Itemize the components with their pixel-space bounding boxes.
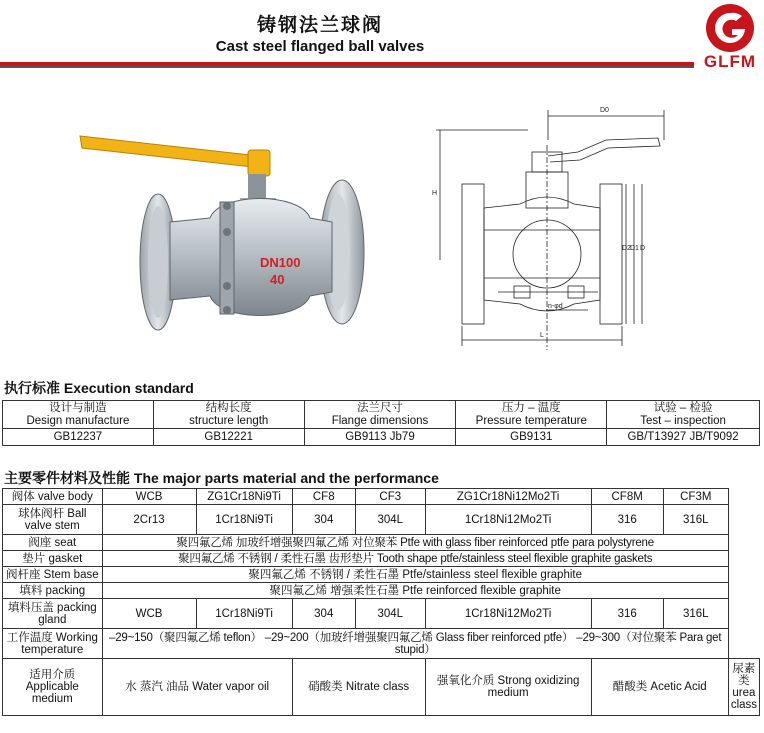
exec-header-en: Design manufacture bbox=[26, 414, 130, 427]
exec-header-cn: 设计与制造 bbox=[49, 401, 107, 414]
row-label: 工作温度 Working temperature bbox=[3, 629, 103, 659]
cell: 2Cr13 bbox=[102, 505, 196, 535]
execution-standard-table bbox=[2, 400, 760, 446]
exec-header-pressure bbox=[456, 401, 607, 429]
exec-header-cn: 结构长度 bbox=[205, 401, 252, 414]
exec-value: GB12237 bbox=[3, 429, 154, 446]
row-label: 阀座 seat bbox=[3, 535, 103, 551]
table-row bbox=[3, 505, 760, 535]
cell: CF3 bbox=[355, 489, 425, 505]
cell: 聚四氟乙烯 不锈钢 / 柔性石墨 齿形垫片 Tooth shape ptfe/stainless steel flexible graphite gaskets bbox=[102, 551, 728, 567]
exec-value: GB9131 bbox=[456, 429, 607, 446]
exec-header-flange bbox=[304, 401, 456, 429]
cell: 1Cr18Ni12Mo2Ti bbox=[425, 505, 591, 535]
cell: 醋酸类 Acetic Acid bbox=[591, 659, 728, 716]
table-row bbox=[3, 599, 760, 629]
table-row bbox=[3, 629, 760, 659]
page-title-cn: 铸钢法兰球阀 bbox=[256, 14, 383, 36]
cell: 聚四氟乙烯 不锈钢 / 柔性石墨 Ptfe/stainless steel flexible graphite bbox=[102, 567, 728, 583]
photo-marking-pressure: 40 bbox=[270, 272, 285, 287]
cell: 1Cr18Ni9Ti bbox=[196, 599, 292, 629]
valve-dimension-drawing bbox=[428, 100, 668, 355]
cell: ZG1Cr18Ni12Mo2Ti bbox=[425, 489, 591, 505]
cell: 304L bbox=[355, 599, 425, 629]
dim-label-d2: D2 bbox=[622, 245, 631, 252]
exec-value: GB12221 bbox=[153, 429, 304, 446]
cell: 304 bbox=[292, 505, 355, 535]
cell: 316 bbox=[591, 505, 663, 535]
table-row bbox=[3, 567, 760, 583]
row-label: 适用介质 Applicable medium bbox=[3, 659, 103, 716]
cell: 尿素类 urea class bbox=[728, 659, 759, 716]
table-row bbox=[3, 535, 760, 551]
row-label: 球体阀杆 Ball valve stem bbox=[3, 505, 103, 535]
cell: 强氧化介质 Strong oxidizing medium bbox=[425, 659, 591, 716]
cell: CF3M bbox=[663, 489, 728, 505]
parts-material-table bbox=[2, 488, 760, 716]
cell: ZG1Cr18Ni9Ti bbox=[196, 489, 292, 505]
exec-header-cn: 法兰尺寸 bbox=[356, 401, 403, 414]
dim-label-d0: D0 bbox=[600, 107, 609, 114]
cell: 304 bbox=[292, 599, 355, 629]
row-label: 垫片 gasket bbox=[3, 551, 103, 567]
exec-header-cn: 试验 – 检验 bbox=[653, 401, 713, 414]
header-rule-shadow bbox=[0, 66, 694, 68]
row-label: 阀体 valve body bbox=[3, 489, 103, 505]
cell: CF8M bbox=[591, 489, 663, 505]
dim-label-d: D bbox=[640, 245, 646, 252]
cell: 316L bbox=[663, 505, 728, 535]
row-label: 阀杆座 Stem base bbox=[3, 567, 103, 583]
cell: –29~150（聚四氟乙烯 teflon） –29~200（加玻纤增强聚四氟乙烯 Glass fiber reinforced ptfe） –29~300（对位聚苯 Para get stupid） bbox=[102, 629, 728, 659]
dim-label-l: L bbox=[540, 332, 544, 339]
exec-value: GB9113 Jb79 bbox=[304, 429, 456, 446]
cell: 304L bbox=[355, 505, 425, 535]
exec-header-cn: 压力 – 温度 bbox=[501, 401, 561, 414]
cell: WCB bbox=[102, 489, 196, 505]
exec-header-en: Test – inspection bbox=[640, 414, 726, 427]
parts-heading: 主要零件材料及性能 The major parts material and the performance bbox=[4, 470, 439, 486]
cell: 硝酸类 Nitrate class bbox=[292, 659, 425, 716]
exec-header-en: Flange dimensions bbox=[331, 414, 429, 427]
cell: 聚四氟乙烯 加玻纤增强聚四氟乙烯 对位聚苯 Ptfe with glass fiber reinforced ptfe para polystyrene bbox=[102, 535, 728, 551]
cell: CF8 bbox=[292, 489, 355, 505]
dim-label-d1: D1 bbox=[630, 245, 639, 252]
valve-photo bbox=[70, 122, 400, 332]
execution-heading: 执行标准 Execution standard bbox=[4, 380, 194, 396]
cell: 316L bbox=[663, 599, 728, 629]
cell: 316 bbox=[591, 599, 663, 629]
cell: WCB bbox=[102, 599, 196, 629]
exec-header-test bbox=[607, 401, 760, 429]
logo-text: GLFM bbox=[703, 52, 757, 71]
table-row bbox=[3, 489, 760, 505]
cell: 1Cr18Ni9Ti bbox=[196, 505, 292, 535]
table-row bbox=[3, 583, 760, 599]
exec-header-en: structure length bbox=[189, 414, 269, 427]
exec-value: GB/T13927 JB/T9092 bbox=[607, 429, 760, 446]
dim-label-h: H bbox=[432, 190, 438, 197]
table-row bbox=[3, 659, 760, 716]
dim-label-bolt-holes: n-φd bbox=[548, 303, 563, 310]
row-label: 填料压盖 packing gland bbox=[3, 599, 103, 629]
table-row bbox=[3, 551, 760, 567]
cell: 1Cr18Ni12Mo2Ti bbox=[425, 599, 591, 629]
cell: 水 蒸汽 油品 Water vapor oil bbox=[102, 659, 292, 716]
exec-header-design bbox=[3, 401, 154, 429]
row-label: 填料 packing bbox=[3, 583, 103, 599]
page-title-en: Cast steel flanged ball valves bbox=[215, 38, 425, 55]
photo-marking-size: DN100 bbox=[260, 255, 301, 270]
cell: 聚四氟乙烯 增强柔性石墨 Ptfe reinforced flexible graphite bbox=[102, 583, 728, 599]
exec-header-structure bbox=[153, 401, 304, 429]
exec-header-en: Pressure temperature bbox=[475, 414, 587, 427]
